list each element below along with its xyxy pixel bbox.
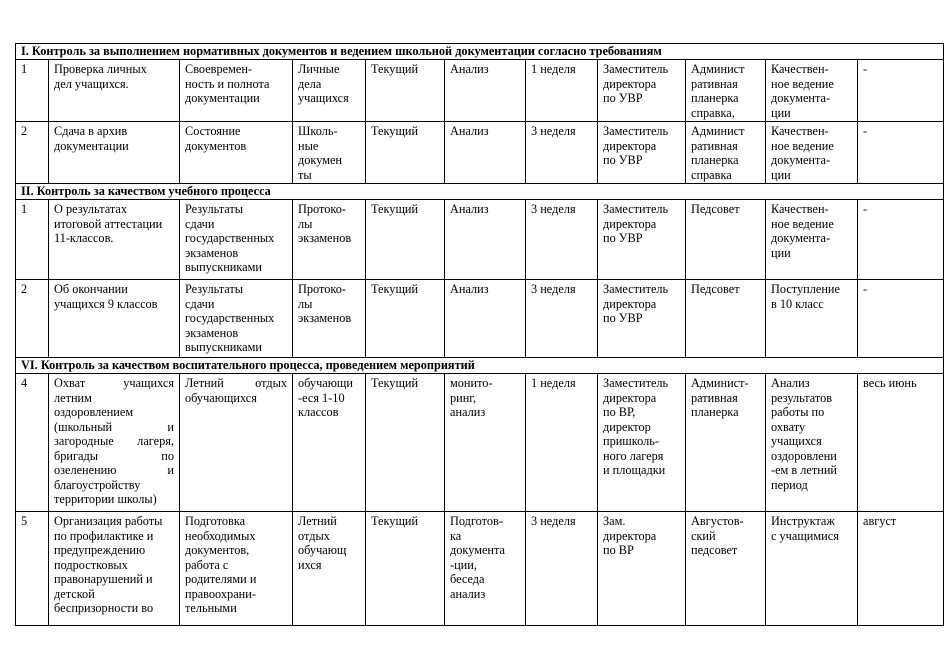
- control-method-cell: Анализ: [445, 122, 526, 184]
- row-number-cell: 1: [16, 60, 49, 122]
- control-type-cell: Текущий: [366, 200, 445, 280]
- expected-result-cell: Качествен- ное ведение документа- ции: [766, 60, 858, 122]
- responsible-person-cell: Заместитель директора по УВР: [598, 200, 686, 280]
- control-goal-cell: Своевремен- ность и полнота документации: [180, 60, 293, 122]
- responsible-person-cell: Заместитель директора по ВР, директор пришколь- ного лагеря и площадки: [598, 374, 686, 512]
- control-method-cell: Анализ: [445, 200, 526, 280]
- control-goal-cell: Результаты сдачи государственных экзаменов выпускниками: [180, 280, 293, 358]
- control-timing-cell: 3 неделя: [526, 512, 598, 626]
- section-header-row: [16, 184, 944, 200]
- responsible-person-cell: Заместитель директора по УВР: [598, 122, 686, 184]
- control-item-cell: О результатах итоговой аттестации 11-классов.: [49, 200, 180, 280]
- review-form-cell: Августов- ский педсовет: [686, 512, 766, 626]
- control-object-cell: Протоко- лы экзаменов: [293, 280, 366, 358]
- table-row: [16, 280, 944, 358]
- control-timing-cell: 3 неделя: [526, 280, 598, 358]
- control-plan-table: [15, 43, 944, 626]
- section-title: II. Контроль за качеством учебного процесса: [16, 184, 944, 200]
- row-number-cell: 2: [16, 280, 49, 358]
- expected-result-cell: Качествен- ное ведение документа- ции: [766, 200, 858, 280]
- control-method-cell: Анализ: [445, 60, 526, 122]
- control-object-cell: Школь- ные докумен ты: [293, 122, 366, 184]
- notes-cell: -: [858, 122, 944, 184]
- notes-cell: август: [858, 512, 944, 626]
- control-method-cell: Подготов- ка документа -ции, беседа анализ: [445, 512, 526, 626]
- responsible-person-cell: Зам. директора по ВР: [598, 512, 686, 626]
- control-goal-cell: Результаты сдачи государственных экзаменов выпускниками: [180, 200, 293, 280]
- table-row: [16, 512, 944, 626]
- control-goal-cell: Летний отдых обучающихся: [180, 374, 293, 512]
- control-type-cell: Текущий: [366, 374, 445, 512]
- control-timing-cell: 1 неделя: [526, 60, 598, 122]
- control-timing-cell: 3 неделя: [526, 122, 598, 184]
- control-goal-cell: Состояние документов: [180, 122, 293, 184]
- control-type-cell: Текущий: [366, 60, 445, 122]
- control-object-cell: Летний отдых обучающ ихся: [293, 512, 366, 626]
- control-item-cell: Сдача в архив документации: [49, 122, 180, 184]
- notes-cell: -: [858, 60, 944, 122]
- control-type-cell: Текущий: [366, 122, 445, 184]
- control-goal-cell: Подготовка необходимых документов, работа с родителями и правоохрани- тельными: [180, 512, 293, 626]
- responsible-person-cell: Заместитель директора по УВР: [598, 280, 686, 358]
- control-object-cell: Протоко- лы экзаменов: [293, 200, 366, 280]
- row-number-cell: 2: [16, 122, 49, 184]
- notes-cell: весь июнь: [858, 374, 944, 512]
- expected-result-cell: Инструктаж с учащимися: [766, 512, 858, 626]
- row-number-cell: 5: [16, 512, 49, 626]
- control-timing-cell: 1 неделя: [526, 374, 598, 512]
- review-form-cell: Админист ративная планерка справка: [686, 122, 766, 184]
- expected-result-cell: Поступление в 10 класс: [766, 280, 858, 358]
- row-number-cell: 4: [16, 374, 49, 512]
- row-number-cell: 1: [16, 200, 49, 280]
- control-object-cell: Личные дела учащихся: [293, 60, 366, 122]
- section-title: I. Контроль за выполнением нормативных документов и ведением школьной документации согласно требованиям: [16, 44, 944, 60]
- control-method-cell: Анализ: [445, 280, 526, 358]
- control-item-cell: Об окончании учащихся 9 классов: [49, 280, 180, 358]
- control-object-cell: обучающи -еся 1-10 классов: [293, 374, 366, 512]
- section-header-row: [16, 358, 944, 374]
- table-row: [16, 122, 944, 184]
- notes-cell: -: [858, 200, 944, 280]
- control-item-cell: Охват учащихся летним оздоровлением (школьный и загородные лагеря, бригады по озеленению и благоустройству территории школы): [49, 374, 180, 512]
- expected-result-cell: Качествен- ное ведение документа- ции: [766, 122, 858, 184]
- control-type-cell: Текущий: [366, 280, 445, 358]
- notes-cell: -: [858, 280, 944, 358]
- review-form-cell: Админист- ративная планерка: [686, 374, 766, 512]
- control-method-cell: монито- ринг, анализ: [445, 374, 526, 512]
- review-form-cell: Педсовет: [686, 280, 766, 358]
- review-form-cell: Педсовет: [686, 200, 766, 280]
- table-row: [16, 60, 944, 122]
- responsible-person-cell: Заместитель директора по УВР: [598, 60, 686, 122]
- control-timing-cell: 3 неделя: [526, 200, 598, 280]
- control-item-cell: Организация работы по профилактике и предупреждению подростковых правонарушений и детской беспризорности во: [49, 512, 180, 626]
- control-type-cell: Текущий: [366, 512, 445, 626]
- table-row: [16, 374, 944, 512]
- section-header-row: [16, 44, 944, 60]
- section-title: VI. Контроль за качеством воспитательного процесса, проведением мероприятий: [16, 358, 944, 374]
- expected-result-cell: Анализ результатов работы по охвату учащихся оздоровлени -ем в летний период: [766, 374, 858, 512]
- table-row: [16, 200, 944, 280]
- control-item-cell: Проверка личных дел учащихся.: [49, 60, 180, 122]
- review-form-cell: Админист ративная планерка справка,: [686, 60, 766, 122]
